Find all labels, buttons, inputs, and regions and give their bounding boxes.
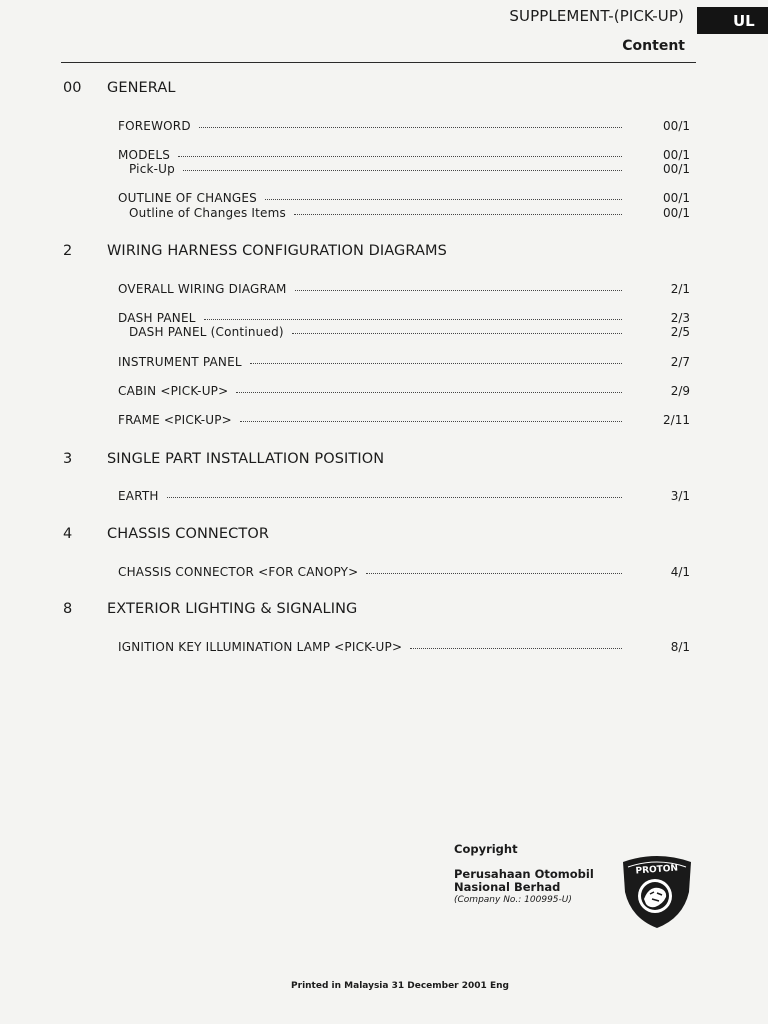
toc-entry xyxy=(118,384,690,399)
section-title: WIRING HARNESS CONFIGURATION DIAGRAMS xyxy=(107,243,447,259)
toc-subentry xyxy=(129,162,690,177)
dot-leader xyxy=(183,169,622,171)
toc-entry xyxy=(118,282,690,297)
dot-leader xyxy=(204,318,622,320)
header-divider xyxy=(61,62,696,63)
toc-entry-page: 2/5 xyxy=(670,325,690,339)
section-title: CHASSIS CONNECTOR xyxy=(107,526,270,542)
toc-entry-page: 00/1 xyxy=(663,119,690,133)
dot-leader xyxy=(250,362,622,364)
section-title: GENERAL xyxy=(107,80,176,96)
dot-leader xyxy=(295,289,622,291)
document-subtitle: Content xyxy=(622,38,685,54)
dot-leader xyxy=(410,647,622,649)
section-number: 00 xyxy=(63,80,82,96)
dot-leader xyxy=(178,155,622,157)
svg-text:PROTON: PROTON xyxy=(635,863,679,877)
toc-entry-page: 00/1 xyxy=(663,206,690,220)
copyright-heading: Copyright xyxy=(454,842,518,856)
copyright-company-line1: Perusahaan Otomobil xyxy=(454,867,594,881)
copyright-company-line2: Nasional Berhad xyxy=(454,880,561,894)
toc-entry-page: 2/11 xyxy=(663,413,690,427)
toc-entry-label: CHASSIS CONNECTOR <FOR CANOPY> xyxy=(118,565,359,579)
toc-entry-label: IGNITION KEY ILLUMINATION LAMP <PICK-UP> xyxy=(118,640,403,654)
section-number: 2 xyxy=(63,243,73,259)
toc-entry xyxy=(118,148,690,163)
dot-leader xyxy=(167,496,622,498)
document-title: SUPPLEMENT-(PICK-UP) xyxy=(509,7,684,25)
section-badge: UL xyxy=(697,7,768,34)
section-number: 8 xyxy=(63,601,73,617)
toc-entry xyxy=(118,311,690,326)
toc-entry-label: CABIN <PICK-UP> xyxy=(118,384,229,398)
toc-entry-page: 00/1 xyxy=(663,162,690,176)
toc-entry-page: 4/1 xyxy=(670,565,690,579)
toc-entry-label: Pick-Up xyxy=(129,162,175,176)
toc-entry-page: 2/7 xyxy=(670,355,690,369)
section-title: EXTERIOR LIGHTING & SIGNALING xyxy=(107,601,358,617)
toc-entry-label: MODELS xyxy=(118,148,171,162)
toc-entry-label: OUTLINE OF CHANGES xyxy=(118,191,258,205)
toc-entry-page: 8/1 xyxy=(670,640,690,654)
toc-entry-label: Outline of Changes Items xyxy=(129,206,286,220)
toc-entry xyxy=(118,355,690,370)
dot-leader xyxy=(236,391,622,393)
proton-logo-icon xyxy=(619,852,695,930)
section-title: SINGLE PART INSTALLATION POSITION xyxy=(107,451,385,467)
dot-leader xyxy=(240,420,622,422)
toc-entry-label: INSTRUMENT PANEL xyxy=(118,355,242,369)
toc-entry xyxy=(118,489,690,504)
toc-subentry xyxy=(129,325,690,340)
toc-entry xyxy=(118,191,690,206)
toc-entry-label: OVERALL WIRING DIAGRAM xyxy=(118,282,287,296)
dot-leader xyxy=(294,213,622,215)
section-number: 3 xyxy=(63,451,73,467)
dot-leader xyxy=(292,332,622,334)
toc-entry-label: FOREWORD xyxy=(118,119,191,133)
copyright-company-number: (Company No.: 100995-U) xyxy=(454,895,572,905)
toc-entry-label: EARTH xyxy=(118,489,159,503)
dot-leader xyxy=(265,198,622,200)
toc-subentry xyxy=(129,206,690,221)
toc-entry-page: 00/1 xyxy=(663,191,690,205)
toc-entry xyxy=(118,640,690,655)
toc-entry-page: 3/1 xyxy=(670,489,690,503)
toc-entry-page: 2/3 xyxy=(670,311,690,325)
toc-entry-label: FRAME <PICK-UP> xyxy=(118,413,232,427)
toc-entry-page: 2/9 xyxy=(670,384,690,398)
print-info-footer: Printed in Malaysia 31 December 2001 Eng xyxy=(291,981,509,991)
dot-leader xyxy=(366,572,622,574)
toc-entry xyxy=(118,119,690,134)
toc-entry-page: 2/1 xyxy=(670,282,690,296)
toc-entry xyxy=(118,565,690,580)
section-number: 4 xyxy=(63,526,73,542)
toc-entry xyxy=(118,413,690,428)
toc-entry-label: DASH PANEL (Continued) xyxy=(129,325,284,339)
toc-entry-label: DASH PANEL xyxy=(118,311,196,325)
dot-leader xyxy=(199,126,622,128)
toc-entry-page: 00/1 xyxy=(663,148,690,162)
